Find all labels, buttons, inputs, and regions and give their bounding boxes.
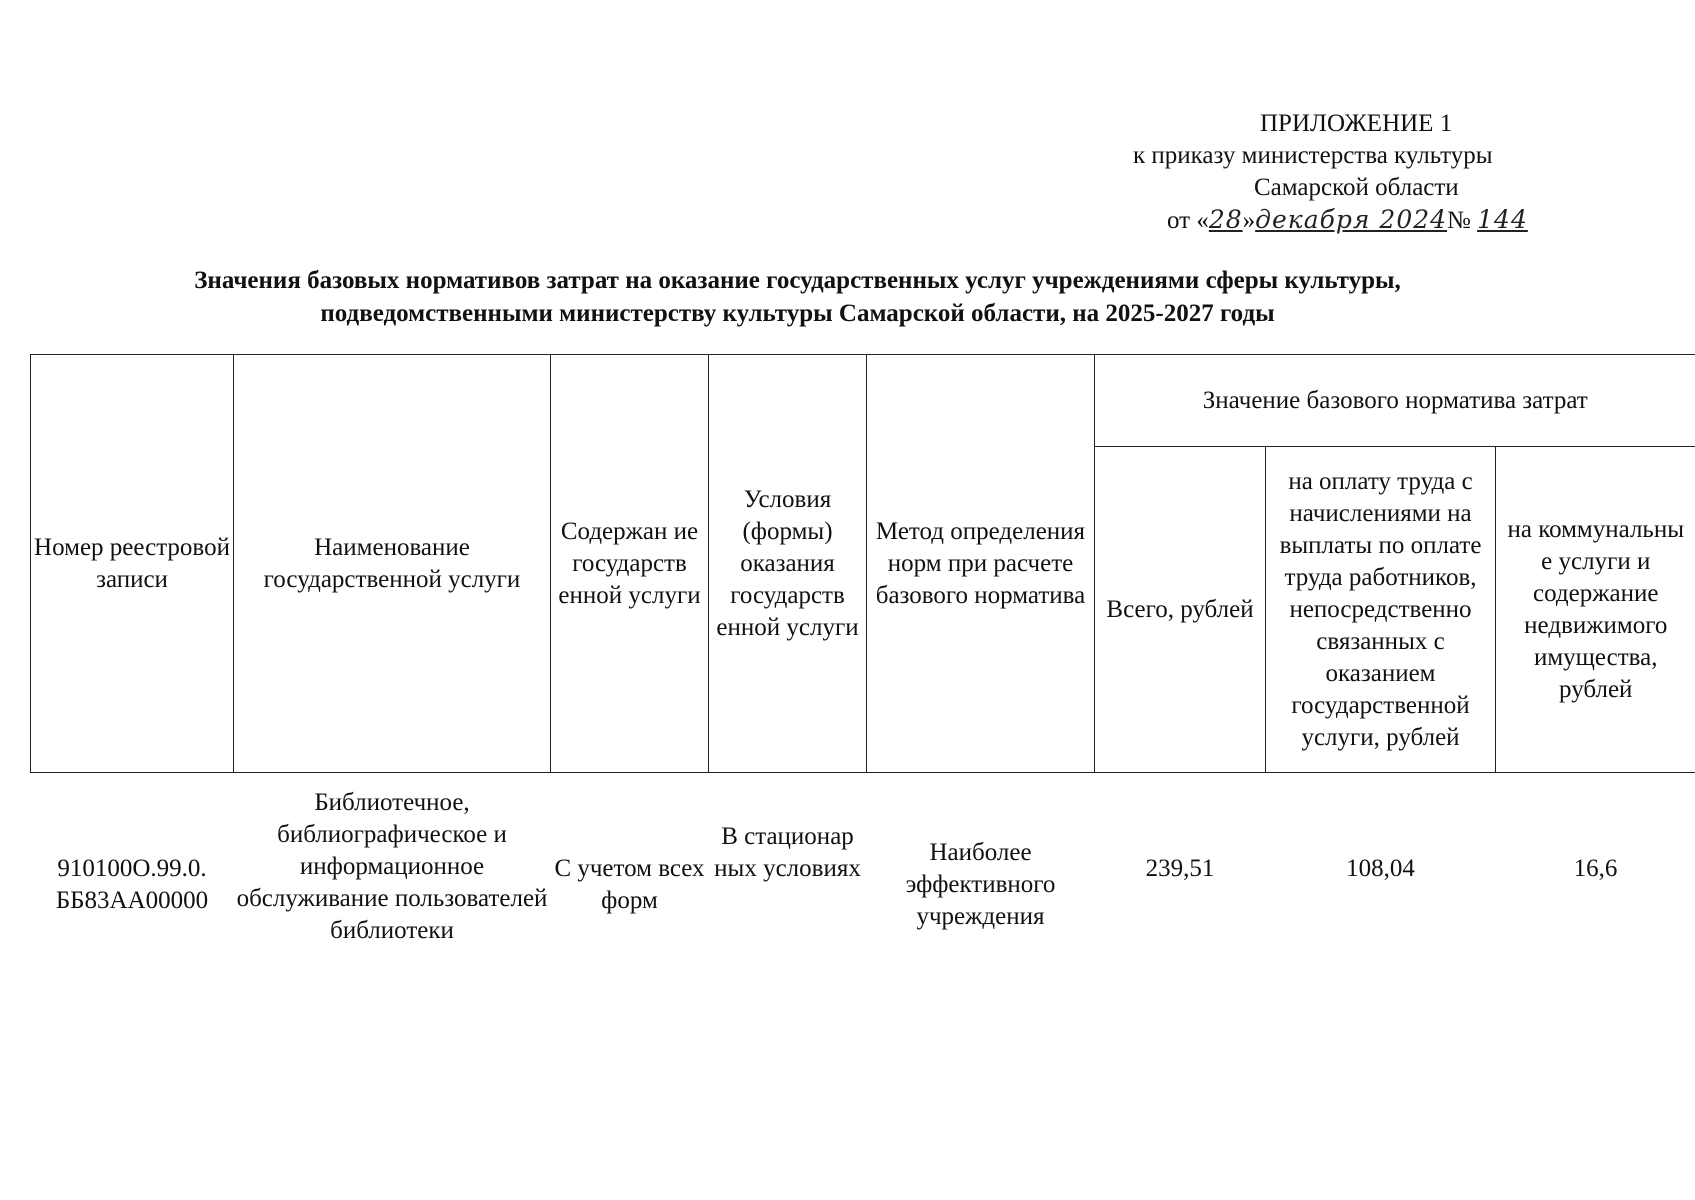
header-service-content: Содержан ие государств енной услуги (551, 355, 709, 773)
header-service-name: Наименование государственной услуги (234, 355, 551, 773)
cell-labor: 108,04 (1346, 855, 1415, 882)
cell-service-name: Библиотечное, библиографическое и информационное обслуживание пользователей библиотеки (236, 789, 548, 944)
cell-total: 239,51 (1145, 855, 1215, 882)
header-labor: на оплату труда с начислениями на выплаты по оплате труда работников, непосредственно связанных с оказанием государственной услуги, рублей (1266, 447, 1496, 773)
document-title (0, 264, 1695, 330)
date-day: 28 (1208, 205, 1243, 234)
header-norm-group: Значение базового норматива затрат (1095, 355, 1695, 447)
header-utilities: на коммунальны е услуги и содержание недвижимого имущества, рублей (1496, 447, 1695, 773)
cell-registry-number: 910100О.99.0. ББ83АА00000 (55, 855, 209, 914)
header-service-conditions: Условия (формы) оказания государств енной услуги (709, 355, 867, 773)
cell-service-content: С учетом всех форм (554, 855, 705, 914)
date-number-label: № (1447, 207, 1471, 234)
order-date-line (1100, 204, 1560, 237)
norms-table (30, 354, 1695, 947)
date-prefix: от « (1167, 207, 1209, 234)
order-reference: к приказу министерства культуры (1133, 142, 1493, 169)
header-registry-number: Номер реестровой записи (31, 355, 234, 773)
date-mid: » (1242, 207, 1256, 234)
date-number: 144 (1477, 205, 1528, 234)
cell-service-conditions: В стационар ных условиях (714, 823, 861, 882)
appendix-header (1100, 108, 1560, 237)
cell-utilities: 16,6 (1573, 855, 1618, 882)
date-month-year: декабря 2024 (1255, 205, 1448, 234)
header-total: Всего, рублей (1095, 447, 1266, 773)
table-row (31, 773, 1695, 948)
title-line-2: подведомственными министерству культуры Самарской области, на 2025-2027 годы (320, 300, 1275, 327)
order-region: Самарской области (1254, 174, 1459, 201)
appendix-title: ПРИЛОЖЕНИЕ 1 (1260, 110, 1453, 137)
cell-method: Наиболее эффективного учреждения (905, 839, 1056, 930)
title-line-1: Значения базовых нормативов затрат на оказание государственных услуг учреждениями сферы культуры, (194, 267, 1401, 294)
header-method: Метод определения норм при расчете базового норматива (867, 355, 1095, 773)
